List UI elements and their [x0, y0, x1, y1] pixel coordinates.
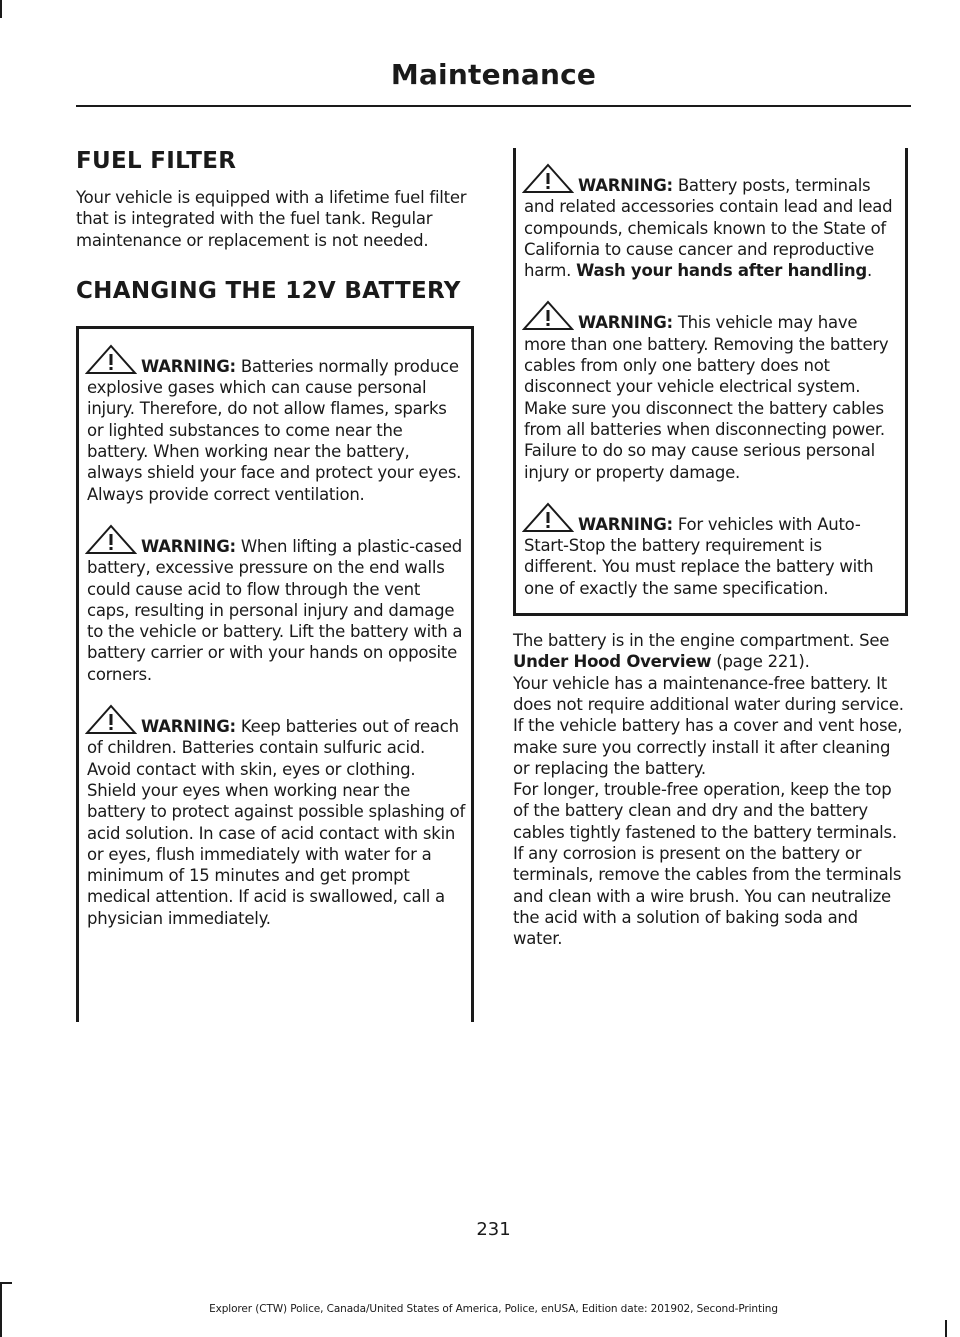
warning-label: WARNING: — [141, 536, 236, 556]
crop-mark-top-left — [0, 0, 2, 18]
fuel-filter-body: Your vehicle is equipped with a lifetime fuel filter that is integrated with the fuel tank. Regular maintenance or replacement is not needed. — [76, 188, 467, 250]
battery-location-text: The battery is in the engine compartment. See — [513, 631, 890, 651]
corrosion-paragraph: For longer, trouble-free operation, keep the top of the battery clean and dry and the battery cables tightly fastened to the battery terminals. If any corrosion is present on the battery or terminals, remove the cables from the terminals and clean with a wire brush. You can neutralize the acid with a solution of baking soda and water. — [513, 780, 902, 949]
footer-edition-info: Explorer (CTW) Police, Canada/United States of America, Police, enUSA, Edition date: 201902, Second-Printing — [209, 1303, 778, 1315]
header-rule — [76, 105, 911, 107]
warning-text: Batteries normally produce explosive gases which can cause personal injury. Therefore, do not allow flames, sparks or lighted substances to come near the battery. When working near the battery, always shield your face and protect your eyes. Always provide correct ventilation. — [87, 356, 462, 504]
warning-triangle-icon — [85, 703, 137, 735]
wash-hands-emphasis: Wash your hands after handling — [576, 261, 867, 281]
maintenance-free-paragraph: Your vehicle has a maintenance-free battery. It does not require additional water during service. — [513, 673, 904, 714]
under-hood-overview-link[interactable]: Under Hood Overview — [513, 652, 712, 672]
battery-location-paragraph — [513, 630, 908, 673]
warning-text: Battery posts, terminals and related accessories contain lead and lead compounds, chemicals known to the State of California to cause cancer and reproductive harm. — [524, 176, 893, 281]
battery-location-page-ref: (page 221). — [711, 652, 810, 672]
warning-label: WARNING: — [578, 514, 673, 534]
warning-label: WARNING: — [578, 176, 673, 195]
warning-label: WARNING: — [141, 356, 236, 376]
warning-label: WARNING: — [578, 313, 673, 333]
warning-text: Keep batteries out of reach of children. Batteries contain sulfuric acid. Avoid contact with skin, eyes or clothing. Shield your eyes when working near the battery to protect against possible splashing of acid solution. In case of acid contact with skin or eyes, flush immediately with water for a minimum of 15 minutes and get prompt medical attention. If acid is swallowed, call a physician immediately. — [87, 717, 466, 928]
warning-label: WARNING: — [141, 717, 236, 737]
page-number: 231 — [476, 1219, 511, 1240]
warning-text: This vehicle may have more than one battery. Removing the battery cables from only one battery does not disconnect your vehicle electrical system. Make sure you disconnect the battery cables from all batteries when disconnecting power. Failure to do so may cause serious personal injury or property damage. — [524, 313, 889, 482]
cover-vent-paragraph: If the vehicle battery has a cover and vent hose, make sure you correctly install it after cleaning or replacing the battery. — [513, 716, 903, 778]
right-warning-box — [513, 148, 908, 616]
crop-mark-bottom-right — [945, 1320, 947, 1337]
warning-triangle-icon — [85, 343, 137, 375]
warning-auto-start-stop — [524, 501, 899, 599]
left-warning-box — [76, 326, 474, 1022]
warning-text: For vehicles with Auto-Start-Stop the battery requirement is different. You must replace the battery with one of exactly the same specification. — [524, 514, 874, 598]
page-section-title: Maintenance — [390, 58, 597, 91]
changing-battery-heading: CHANGING THE 12V BATTERY — [76, 277, 461, 304]
warning-triangle-icon — [522, 162, 574, 194]
warning-end: . — [867, 261, 872, 281]
warning-multiple-batteries — [524, 299, 899, 482]
crop-mark-bottom-left-h — [0, 1282, 12, 1284]
right-column — [513, 148, 908, 950]
warning-lifting-battery — [87, 523, 465, 685]
warning-triangle-icon — [522, 501, 574, 533]
warning-children — [87, 703, 465, 929]
warning-triangle-icon — [522, 299, 574, 331]
warning-explosive-gases — [87, 343, 465, 505]
warning-triangle-icon — [85, 523, 137, 555]
left-column — [76, 148, 474, 1022]
warning-text: When lifting a plastic-cased battery, excessive pressure on the end walls could cause acid to flow through the vent caps, resulting in personal injury and damage to the vehicle or battery. Lift the battery with a battery carrier or with your hands on opposite corners. — [87, 536, 463, 684]
warning-lead-compounds — [524, 162, 899, 281]
fuel-filter-heading: FUEL FILTER — [76, 148, 237, 174]
